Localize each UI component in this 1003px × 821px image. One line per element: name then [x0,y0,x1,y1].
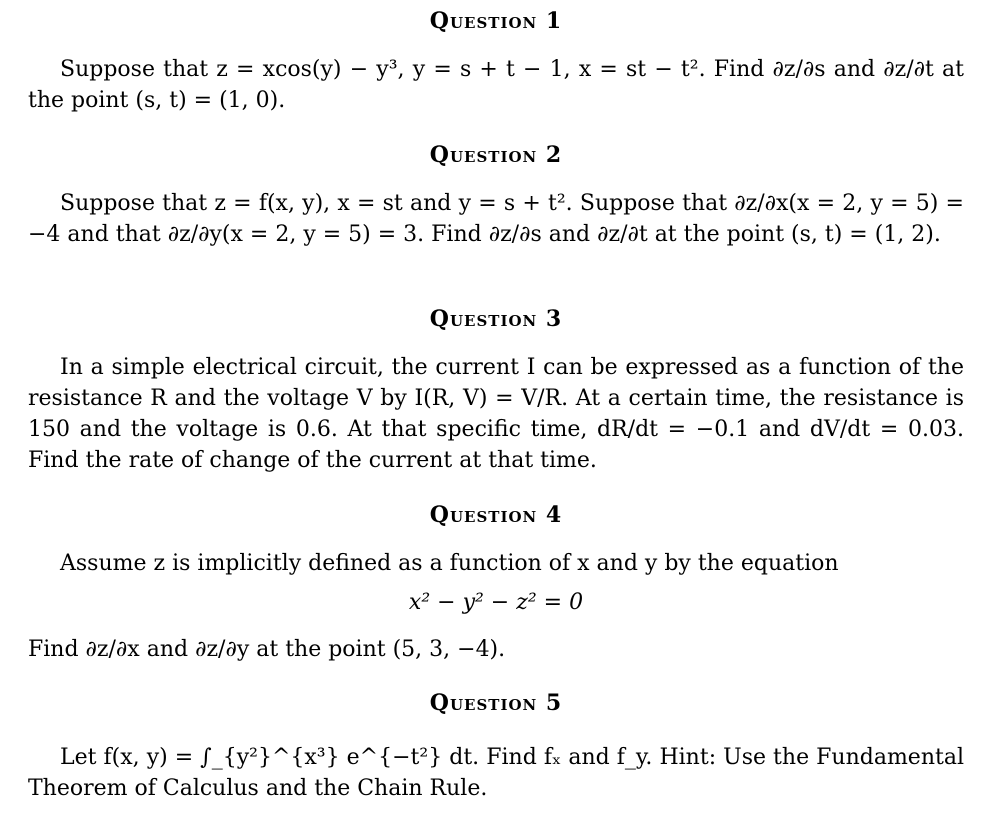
question-3-heading: Question 3 [429,306,563,332]
question-4-heading: Question 4 [429,502,563,528]
question-1-text: Suppose that z = xcos(y) − y³, y = s + t − 1, x = st − t². Find ∂z/∂s and ∂z/∂t at the point (s, t) = (1, 0). [28,57,964,113]
question-4-ask: Find ∂z/∂x and ∂z/∂y at the point (5, 3, −4). [28,637,506,662]
question-1-heading: Question 1 [429,8,563,34]
question-3-text: In a simple electrical circuit, the current I can be expressed as a function of the resistance R and the voltage V by I(R, V) = V/R. At a certain time, the resistance is 150 and the voltage is 0.6. At that specific time, dR/dt = −0.1 and dV/dt = 0.03. Find the rate of change of the current at that time. [28,355,964,473]
question-5-heading: Question 5 [429,690,563,716]
question-2-heading: Question 2 [429,142,563,168]
question-4-equation: x² − y² − z² = 0 [408,590,584,615]
question-4-intro: Assume z is implicitly defined as a function of x and y by the equation [60,551,839,576]
question-5-text: Let f(x, y) = ∫_{y²}^{x³} e^{−t²} dt. Find fₓ and f_y. Hint: Use the Fundamental Theorem of Calculus and the Chain Rule. [28,745,964,801]
question-2-text: Suppose that z = f(x, y), x = st and y = s + t². Suppose that ∂z/∂x(x = 2, y = 5) = −4 and that ∂z/∂y(x = 2, y = 5) = 3. Find ∂z/∂s and ∂z/∂t at the point (s, t) = (1, 2). [28,191,964,247]
